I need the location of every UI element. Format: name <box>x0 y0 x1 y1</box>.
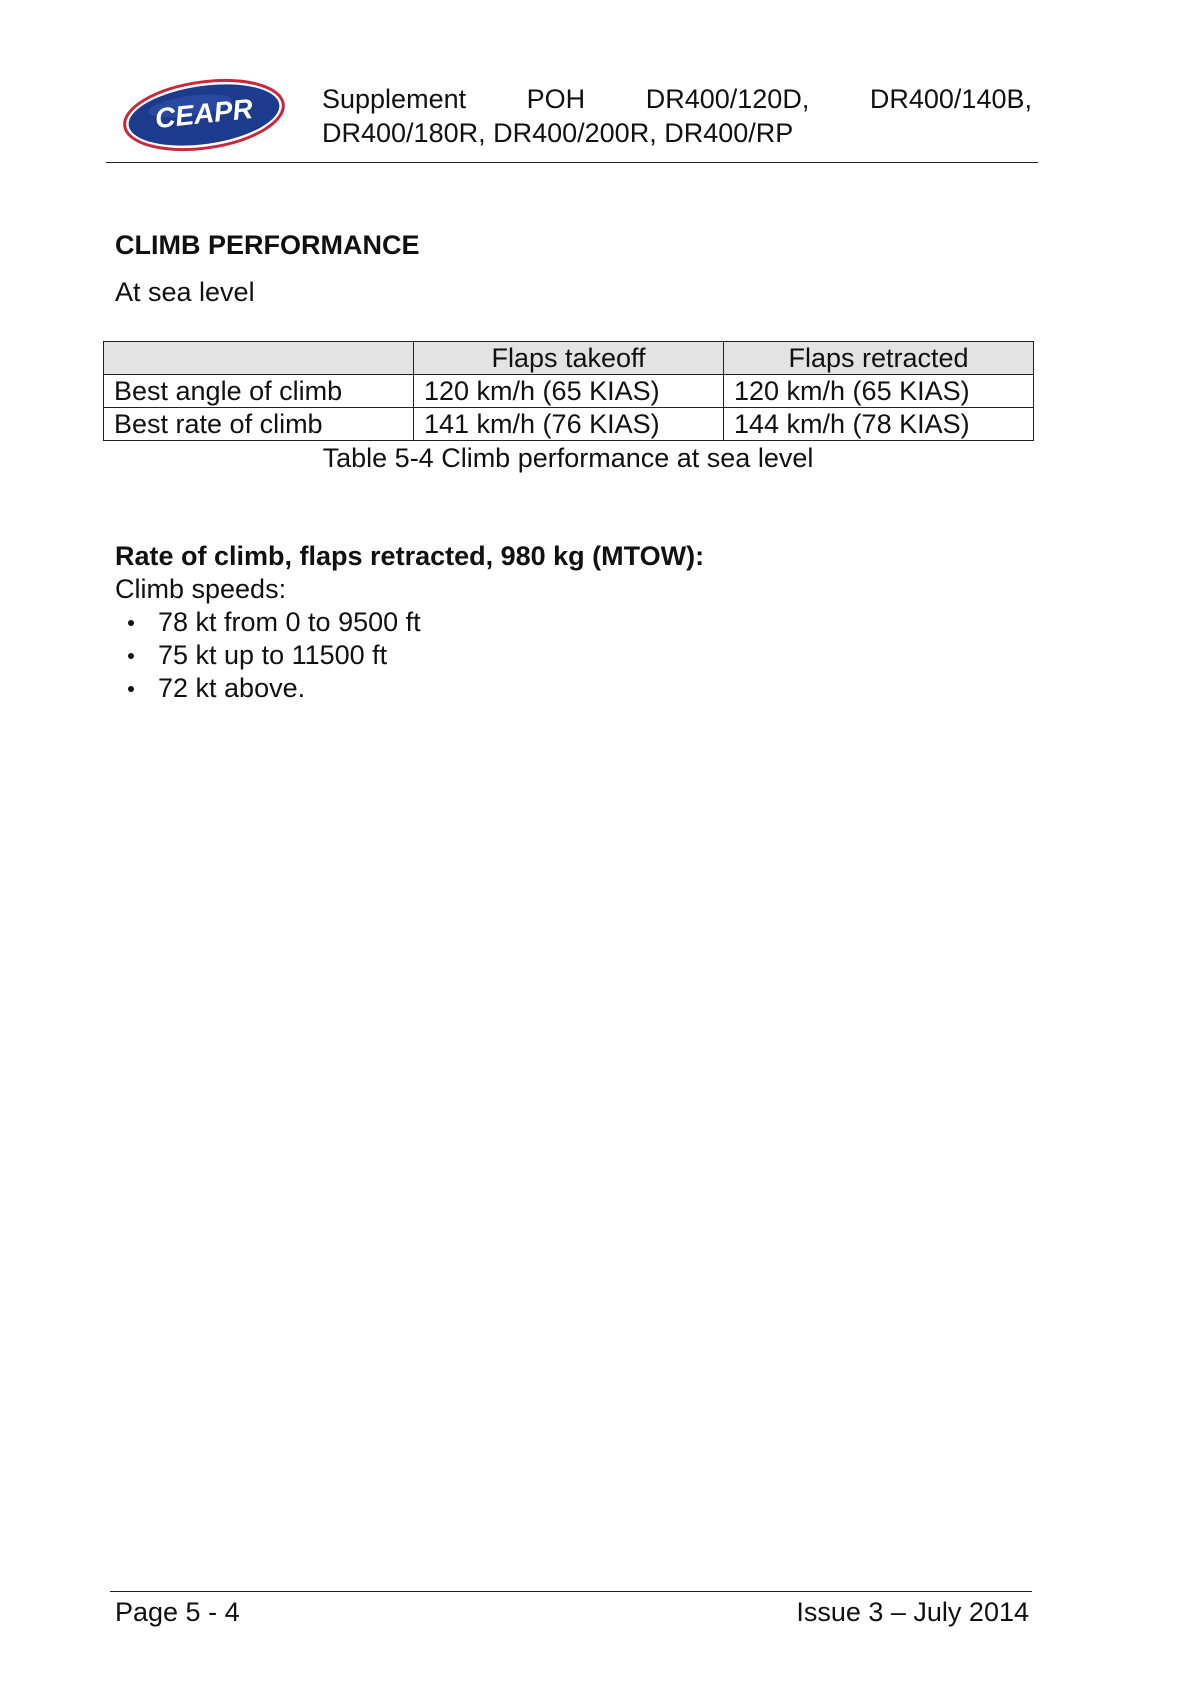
document-header-title <box>322 82 1032 150</box>
rate-of-climb-heading: Rate of climb, flaps retracted, 980 kg (MTOW): <box>115 541 705 571</box>
header-word: DR400/120D, <box>645 84 810 114</box>
logo-wordmark: CEAPR <box>153 92 255 135</box>
header-divider <box>106 162 1038 163</box>
table-cell: 144 km/h (78 KIAS) <box>724 408 1034 441</box>
bullet-icon <box>128 653 134 659</box>
table-header-cell-empty <box>104 342 414 375</box>
list-item <box>115 672 421 705</box>
header-word: Supplement <box>322 84 467 114</box>
list-item <box>115 606 421 639</box>
section-heading: CLIMB PERFORMANCE <box>115 230 420 260</box>
climb-speeds-list <box>115 606 421 705</box>
bullet-icon <box>128 620 134 626</box>
table-row-label: Best angle of climb <box>104 375 414 408</box>
table-row <box>104 408 1034 441</box>
ceapr-logo <box>120 76 288 154</box>
header-word: POH <box>526 84 586 114</box>
list-item-text: 78 kt from 0 to 9500 ft <box>158 607 421 637</box>
table-header-flaps-retracted: Flaps retracted <box>724 342 1034 375</box>
table-header-flaps-takeoff: Flaps takeoff <box>414 342 724 375</box>
table-caption: Table 5-4 Climb performance at sea level <box>322 443 814 473</box>
table-row-label: Best rate of climb <box>104 408 414 441</box>
climb-speeds-label: Climb speeds: <box>115 574 287 604</box>
table-cell: 120 km/h (65 KIAS) <box>724 375 1034 408</box>
section-subheading: At sea level <box>115 277 255 307</box>
list-item-text: 75 kt up to 11500 ft <box>158 640 388 670</box>
climb-performance-table <box>103 341 1034 441</box>
list-item-text: 72 kt above. <box>158 673 306 703</box>
header-word: DR400/140B, <box>869 84 1032 114</box>
table-row <box>104 375 1034 408</box>
bullet-icon <box>128 686 134 692</box>
table-cell: 120 km/h (65 KIAS) <box>414 375 724 408</box>
table-cell: 141 km/h (76 KIAS) <box>414 408 724 441</box>
page-number: Page 5 - 4 <box>115 1597 240 1627</box>
table-header-row <box>104 342 1034 375</box>
issue-date: Issue 3 – July 2014 <box>796 1597 1029 1627</box>
list-item <box>115 639 421 672</box>
header-line-2: DR400/180R, DR400/200R, DR400/RP <box>322 118 794 148</box>
footer-divider <box>110 1591 1032 1592</box>
